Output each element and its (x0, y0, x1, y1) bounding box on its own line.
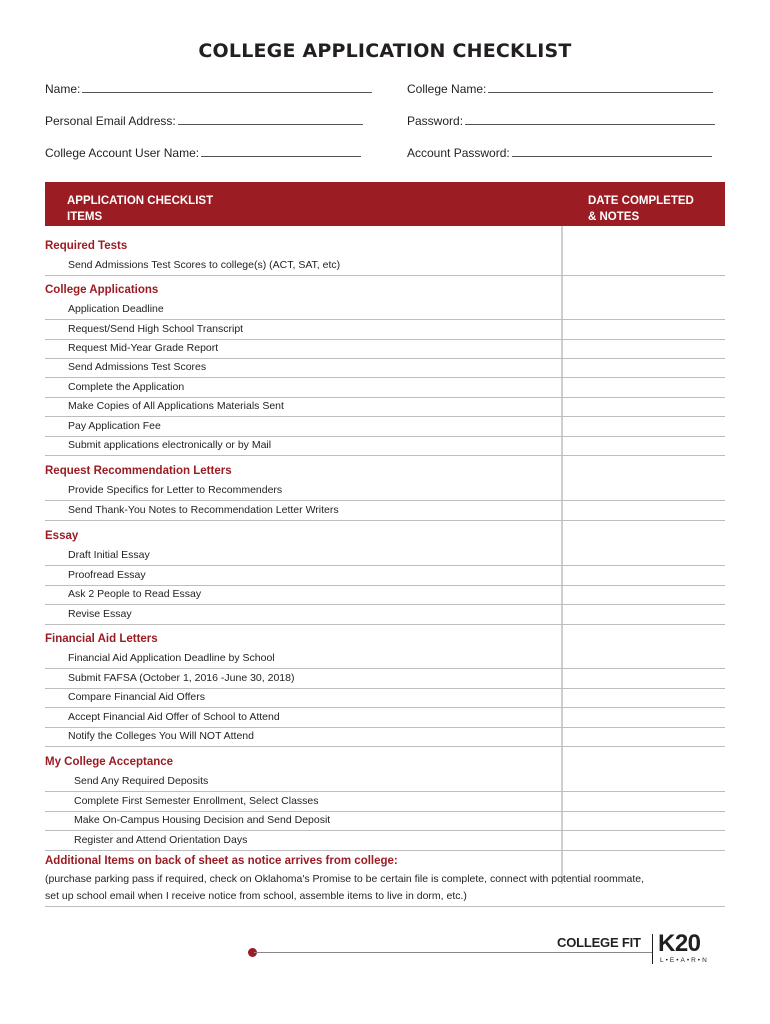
k20-tagline: L•E•A•R•N (660, 957, 709, 964)
section-heading-recommendation-letters: Request Recommendation Letters (45, 465, 232, 477)
checklist-item[interactable] (45, 772, 725, 792)
item-label: Draft Initial Essay (68, 549, 150, 561)
account-password-blank[interactable] (512, 146, 712, 157)
college-name-label: College Name: (407, 82, 487, 96)
additional-note-line2: set up school email when I receive notice from school, assemble items to live in dorm, etc.) (45, 890, 467, 902)
item-label: Accept Financial Aid Offer of School to Attend (68, 711, 280, 723)
item-label: Send Any Required Deposits (74, 775, 209, 787)
email-field[interactable] (45, 114, 363, 128)
checklist-item[interactable] (45, 792, 725, 812)
checklist-item[interactable] (45, 727, 725, 747)
item-label: Send Admissions Test Scores to college(s) (ACT, SAT, etc) (68, 259, 341, 271)
name-blank[interactable] (82, 82, 372, 93)
checklist-item[interactable] (45, 708, 725, 728)
section-heading-financial-aid: Financial Aid Letters (45, 633, 158, 645)
item-label: Compare Financial Aid Offers (68, 691, 205, 703)
checklist-item[interactable] (45, 320, 725, 340)
checklist-item[interactable] (45, 811, 725, 831)
checklist-item[interactable] (45, 358, 725, 378)
k20-logo: K20 (658, 930, 701, 957)
header-left-line1: APPLICATION CHECKLIST (67, 195, 214, 207)
section-heading-essay: Essay (45, 530, 79, 542)
page-title: COLLEGE APPLICATION CHECKLIST (198, 40, 572, 62)
account-username-blank[interactable] (201, 146, 361, 157)
password-field[interactable] (407, 114, 715, 128)
checklist-item[interactable] (45, 417, 725, 437)
email-label: Personal Email Address: (45, 114, 176, 128)
password-label: Password: (407, 114, 464, 128)
item-label: Complete the Application (68, 381, 185, 393)
additional-note-line1: (purchase parking pass if required, check on Oklahoma's Promise to be certain file is complete, connect with potential roommate, (45, 873, 645, 885)
item-label: Request Mid-Year Grade Report (68, 342, 219, 354)
account-password-field[interactable] (407, 146, 712, 160)
header-left-line2: ITEMS (67, 211, 103, 223)
checklist-item[interactable] (45, 378, 725, 398)
name-field[interactable] (45, 82, 372, 96)
checklist-item[interactable] (45, 339, 725, 359)
header-right-line1: DATE COMPLETED (588, 195, 694, 207)
checklist-header (45, 182, 725, 226)
additional-items-note (45, 871, 644, 905)
item-label: Send Thank-You Notes to Recommendation Letter Writers (68, 504, 339, 516)
section-heading-required-tests: Required Tests (45, 240, 128, 252)
college-fit-logo: COLLEGE FIT (557, 935, 641, 950)
item-label: Revise Essay (68, 608, 132, 620)
item-label: Application Deadline (68, 303, 164, 315)
password-blank[interactable] (465, 114, 715, 125)
item-label: Send Admissions Test Scores (68, 361, 207, 373)
checklist-items-header (67, 193, 247, 225)
college-name-blank[interactable] (488, 82, 713, 93)
item-label: Submit applications electronically or by Mail (68, 439, 272, 451)
header-right-line2: & NOTES (588, 211, 640, 223)
college-name-field[interactable] (407, 82, 713, 96)
checklist-item[interactable] (45, 688, 725, 708)
checklist-item[interactable] (45, 397, 725, 417)
item-label: Ask 2 People to Read Essay (68, 588, 202, 600)
section-heading-college-acceptance: My College Acceptance (45, 756, 174, 768)
item-label: Provide Specifics for Letter to Recommenders (68, 484, 283, 496)
additional-items-heading: Additional Items on back of sheet as notice arrives from college: (45, 855, 398, 867)
item-label: Make On-Campus Housing Decision and Send Deposit (74, 814, 331, 826)
section-heading-college-applications: College Applications (45, 284, 159, 296)
account-username-label: College Account User Name: (45, 146, 200, 160)
item-label: Submit FAFSA (October 1, 2016 -June 30, 2018) (68, 672, 295, 684)
logo-separator (652, 934, 653, 964)
item-label: Complete First Semester Enrollment, Select Classes (74, 795, 319, 807)
date-completed-header (588, 193, 718, 225)
checklist-item[interactable] (45, 585, 725, 605)
footer-rule (254, 952, 652, 953)
email-blank[interactable] (178, 114, 363, 125)
checklist-item[interactable] (45, 605, 725, 625)
item-label: Proofread Essay (68, 569, 146, 581)
account-username-field[interactable] (45, 146, 361, 160)
checklist-item[interactable] (45, 481, 725, 501)
item-label: Pay Application Fee (68, 420, 161, 432)
bottom-divider (45, 906, 725, 907)
item-label: Request/Send High School Transcript (68, 323, 244, 335)
checklist-item[interactable] (45, 501, 725, 521)
item-label: Financial Aid Application Deadline by School (68, 652, 275, 664)
item-label: Notify the Colleges You Will NOT Attend (68, 730, 254, 742)
item-label: Make Copies of All Applications Materials Sent (68, 400, 284, 412)
checklist-item[interactable] (45, 649, 725, 669)
item-label: Register and Attend Orientation Days (74, 834, 248, 846)
name-label: Name: (45, 82, 81, 96)
checklist-item[interactable] (45, 300, 725, 320)
checklist-item[interactable] (45, 436, 725, 456)
checklist-item[interactable] (45, 546, 725, 566)
checklist-item[interactable] (45, 566, 725, 586)
checklist-item[interactable] (45, 831, 725, 851)
account-password-label: Account Password: (407, 146, 510, 160)
checklist-item[interactable] (45, 256, 725, 276)
checklist-item[interactable] (45, 669, 725, 689)
